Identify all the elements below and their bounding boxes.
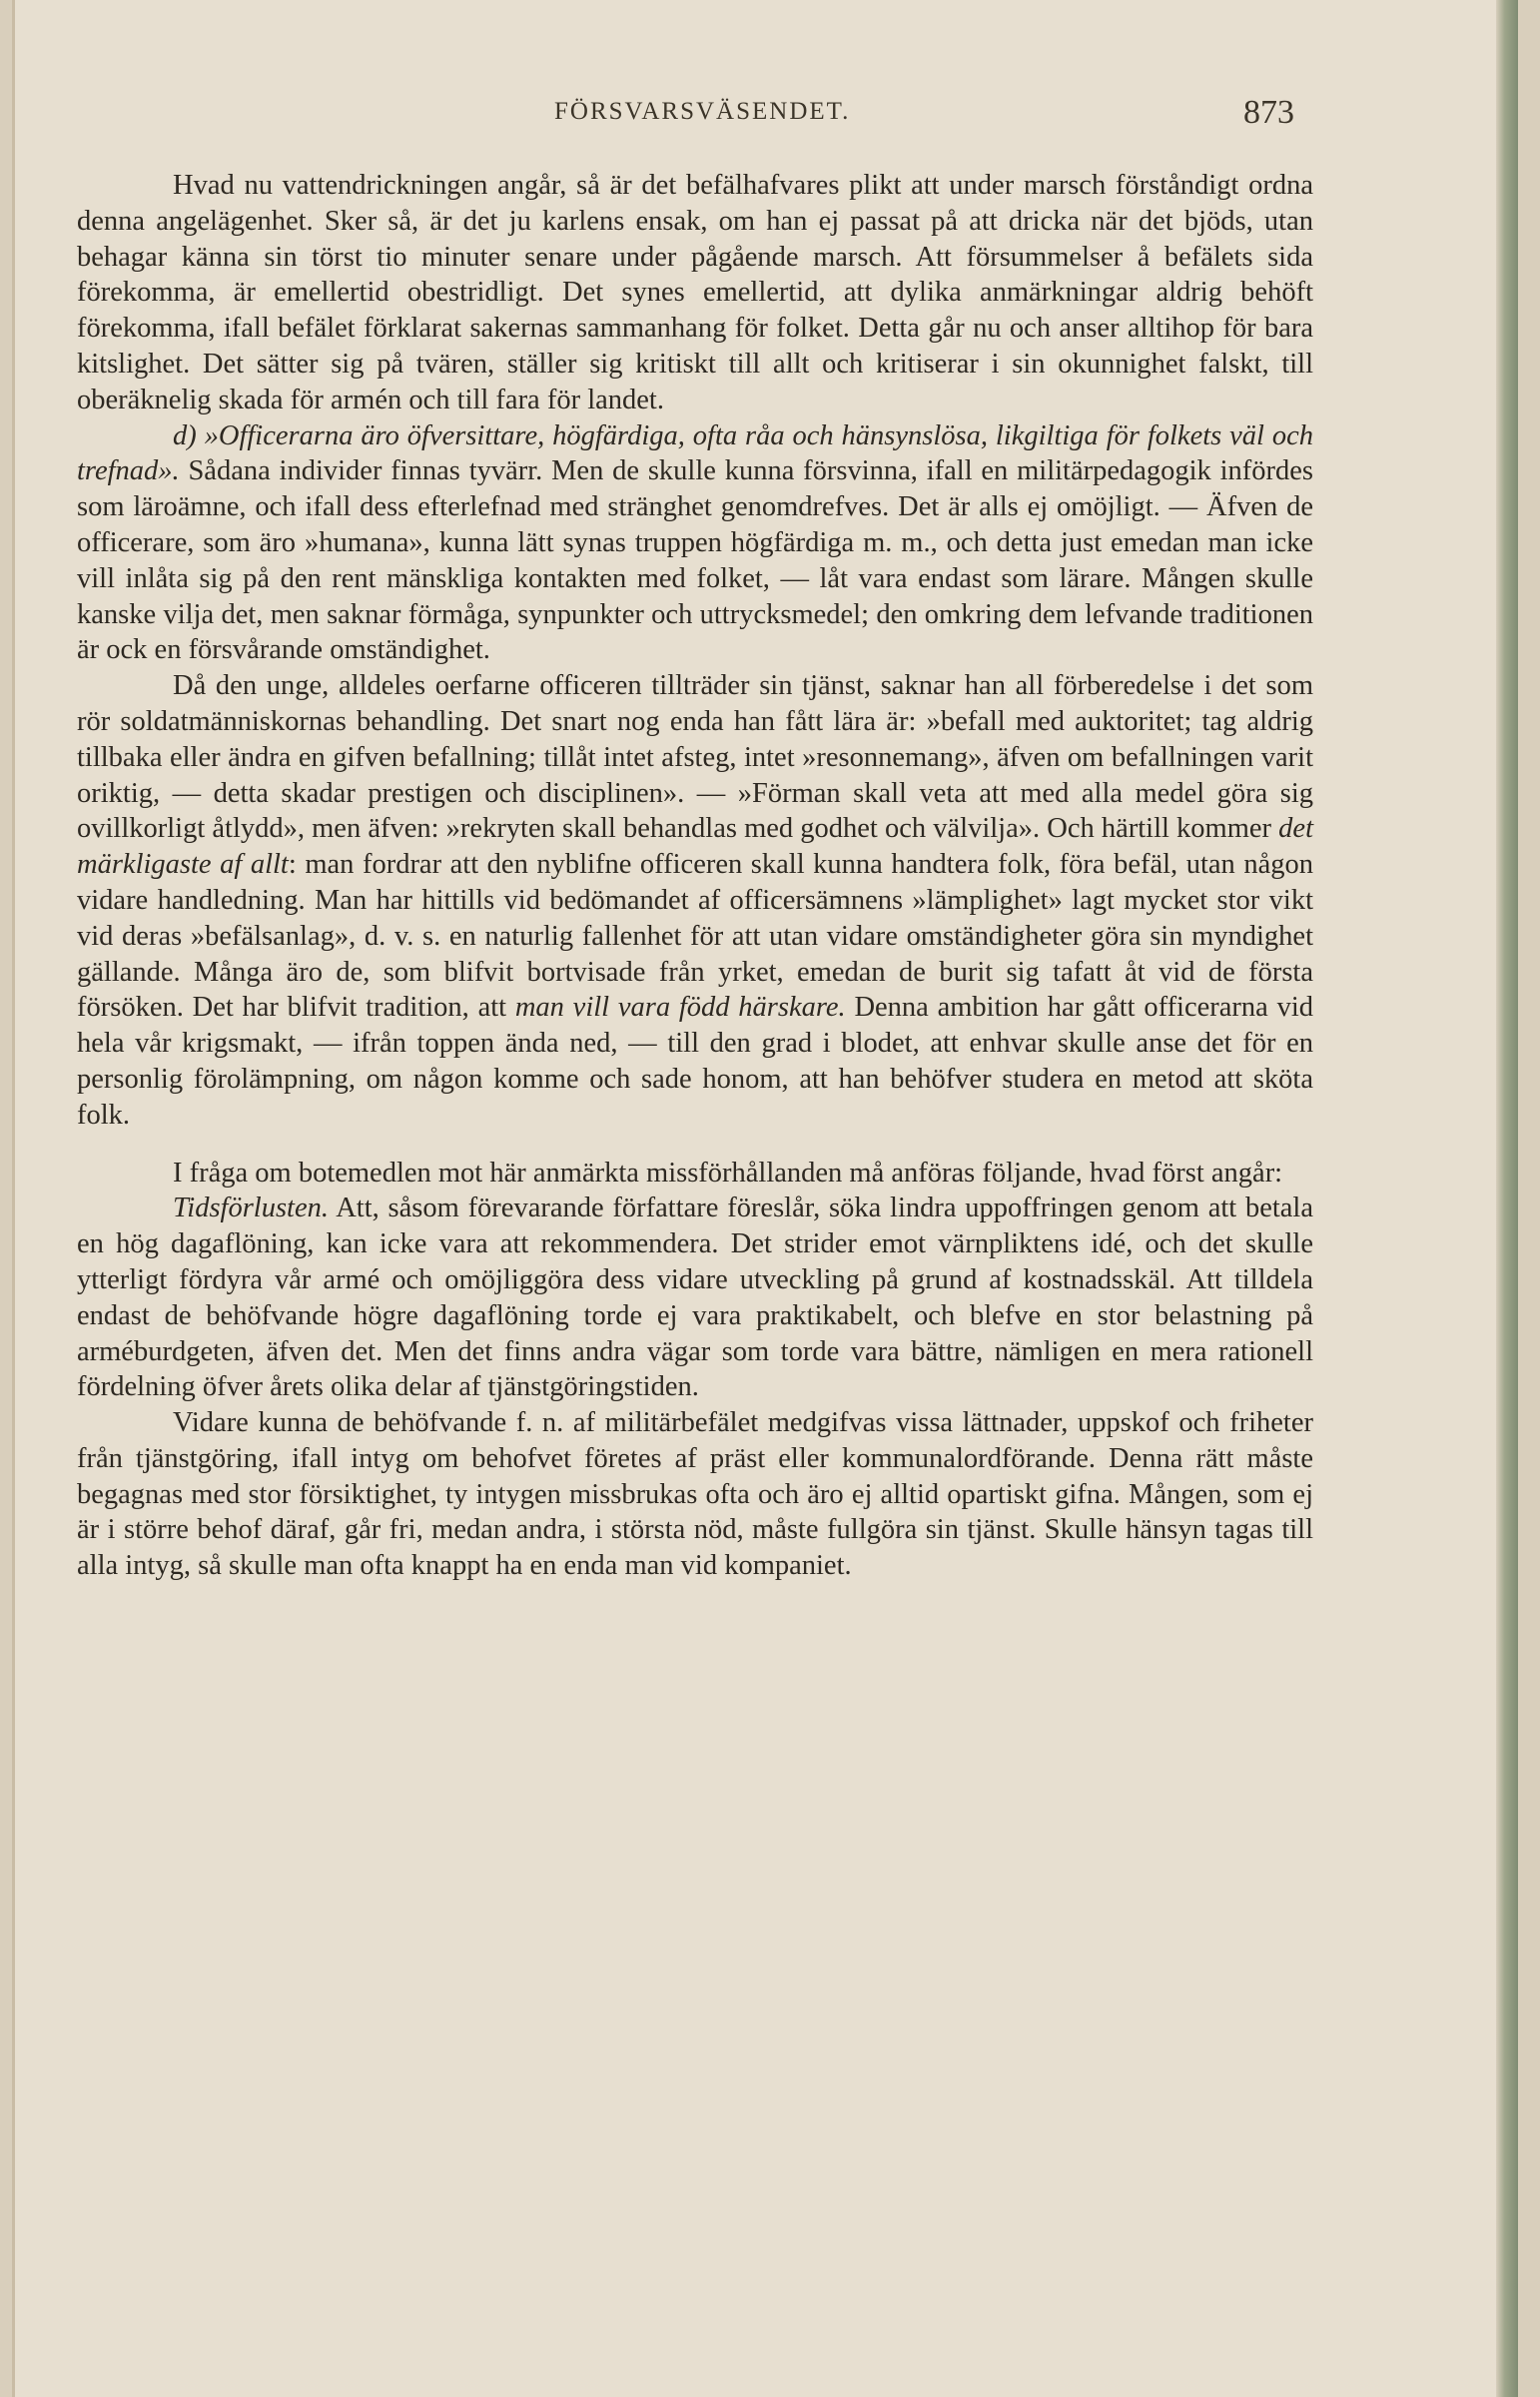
text-run: Denna ambition har gått officerarna vid hela vår krigsmakt, — ifrån toppen ända ned, — till den grad i blodet, att enhvar skulle anse det för en personlig förolämpning, om någon komme och sade honom, att han behöfver studera en metod att sköta folk. <box>77 992 1313 1131</box>
book-page <box>12 0 1518 2397</box>
paragraph <box>77 1156 1313 1192</box>
text-run: Då den unge, alldeles oerfarne officeren tillträder sin tjänst, saknar han all förberedelse i det som rör soldatmänniskornas behandling. Det snart nog enda han fått lära är: »befall med auktoritet; tag aldrig tillbaka eller ändra en gifven befallning; tillåt intet afsteg, intet »resonnemang», äfven om befallningen varit oriktig, — detta skadar prestigen och disciplinen». — »Förman skall veta att med alla medel göra sig ovillkorligt åtlydd», men äfven: »rekryten skall behandlas med godhet och välvilja». Och härtill kommer <box>77 670 1313 845</box>
italic-text: Tidsförlusten. <box>173 1193 329 1224</box>
running-title: FÖRSVARSVÄSENDET. <box>554 98 851 125</box>
page-edge <box>1496 0 1518 2397</box>
text-run: : man fordrar att den nyblifne officeren skall kunna handtera folk, föra befäl, utan någon vidare handledning. Man har hittills vid bedömandet af officersämnens »lämplighet» lagt mycket stor vikt vid deras »befälsanlag», d. v. s. en naturlig fallenhet för att utan vidare omständigheter göra sin myndighet gällande. Många äro de, som blifvit bortvisade från yrket, emedan de burit sig tafatt åt vid de första försöken. Det har blifvit tradition, att <box>77 849 1313 1024</box>
italic-text: d) »Officerarna äro öfversittare, högfärdiga, ofta råa och hänsynslösa, likgiltiga för folkets väl och trefnad». <box>77 419 1313 487</box>
paragraph <box>77 1405 1313 1584</box>
paragraph <box>77 168 1313 418</box>
paragraph <box>77 1191 1313 1405</box>
body-text <box>77 168 1313 1584</box>
paragraph <box>77 418 1313 669</box>
italic-text: det märkligaste af allt <box>77 813 1313 881</box>
italic-text: man vill vara född härskare. <box>514 992 846 1024</box>
text-run: Sådana individer finnas tyvärr. Men de skulle kunna försvinna, ifall en militärpedagogik infördes som läroämne, och ifall dess efterlefnad med stränghet genomdrefves. Det är alls ej omöjligt. — Äfven de officerare, som äro »humana», kunna lätt synas truppen högfärdiga m. m., och detta just emedan man icke vill inlåta sig på den rent mänskliga kontakten med folket, — låt vara endast som lärare. Mången skulle kanske vilja det, men saknar förmåga, synpunkter och uttrycksmedel; den omkring dem lefvande traditionen är ock en försvårande omständighet. <box>77 455 1313 666</box>
page-number: 873 <box>1243 94 1294 131</box>
text-run: Att, såsom förevarande författare föreslår, söka lindra uppoffringen genom att betala en hög dagaflöning, kan icke vara att rekommendera. Det strider emot värnpliktens idé, och det skulle ytterligt fördyra vår armé och omöjliggöra dess vidare utveckling på grund af kostnadsskäl. Att tilldela endast de behöfvande högre dagaflöning torde ej vara praktikabelt, och blefve en stor belastning på arméburdgeten, äfven det. Men det finns andra vägar som torde vara bättre, nämligen en mera rationell fördelning öfver årets olika delar af tjänstgöringstiden. <box>77 1193 1313 1403</box>
text-run: Vidare kunna de behöfvande f. n. af militärbefälet medgifvas vissa lättnader, uppskof och friheter från tjänstgöring, ifall intyg om behofvet företes af präst eller kommunalordförande. Denna rätt måste begagnas med stor försiktighet, ty intygen missbrukas ofta och äro ej alltid opartiskt gifna. Mången, som ej är i större behof däraf, går fri, medan andra, i största nöd, måste fullgöra sin tjänst. Skulle hänsyn tagas till alla intyg, så skulle man ofta knappt ha en enda man vid kompaniet. <box>77 1407 1313 1582</box>
text-run: Hvad nu vattendrickningen angår, så är det befälhafvares plikt att under marsch förståndigt ordna denna angelägenhet. Sker så, är det ju karlens ensak, om han ej passat på att dricka när det bjöds, utan behagar känna sin törst tio minuter senare under pågående marsch. Att försummelser å befälets sida förekomma, är emellertid obestridligt. Det synes emellertid, att dylika anmärkningar aldrig behöft förekomma, ifall befälet förklarat sakernas sammanhang för folket. Detta går nu och anser alltihop för bara kitslighet. Det sätter sig på tvären, ställer sig kritiskt till allt och kritiserar i sin okunnighet falskt, till oberäknelig skada för armén och till fara för landet. <box>77 170 1313 415</box>
text-run: I fråga om botemedlen mot här anmärkta missförhållanden må anföras följande, hvad först angår: <box>173 1157 1283 1189</box>
paragraph <box>77 668 1313 1133</box>
page-header <box>15 94 1313 138</box>
